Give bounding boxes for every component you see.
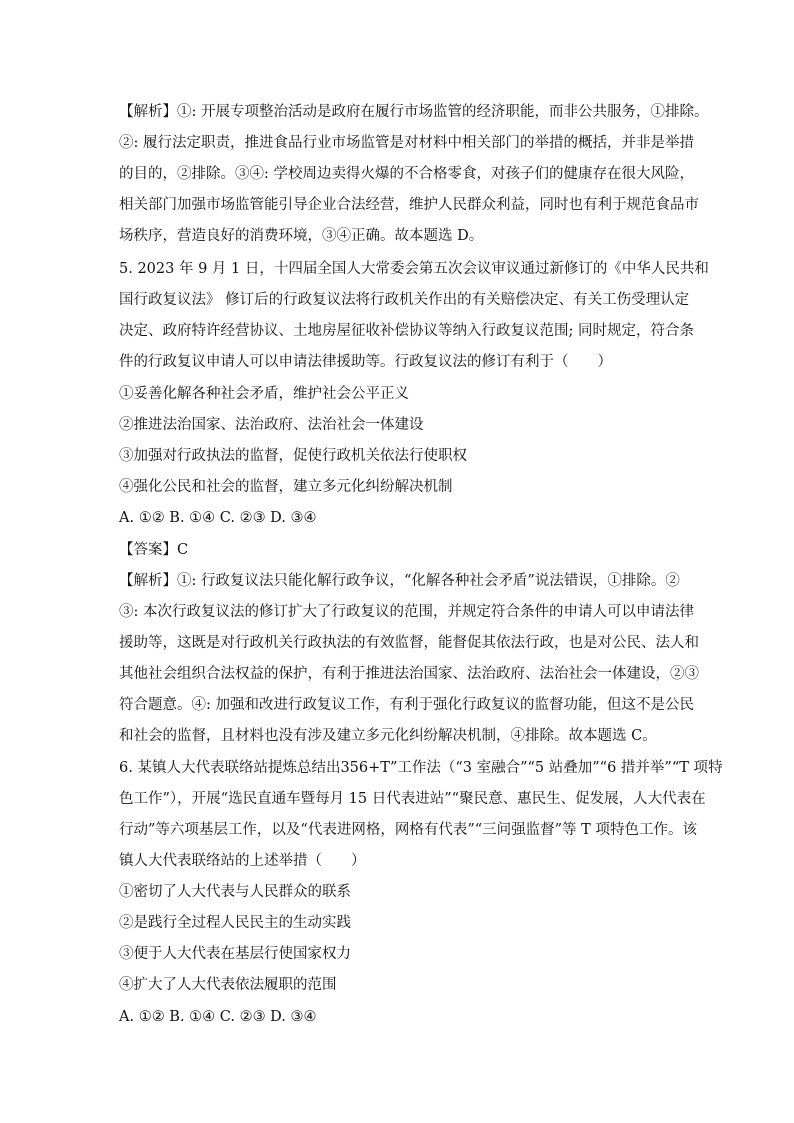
question-5-line-1: 5. 2023 年 9 月 1 日，十四届全国人大常委会第五次会议审议通过新修订的《中华人民共和 xyxy=(119,261,709,277)
analysis-q5-line-6: 和社会的监督，且材料也没有涉及建立多元化纠纷解决机制，④排除。故本题选 C。 xyxy=(119,728,657,744)
analysis-q5-line-4: 其他社会组织合法权益的保护，有利于推进法治国家、法治政府、法治社会一体建设，②③ xyxy=(119,666,699,682)
question-5-choices: A. ①② B. ①④ C. ②③ D. ③④ xyxy=(119,510,317,526)
analysis-q5-line-1: 【解析】①: 行政复议法只能化解行政争议，“化解各种社会矛盾”说法错误，①排除。② xyxy=(119,573,680,589)
question-5-line-2: 国行政复议法》 修订后的行政复议法将行政机关作出的有关赔偿决定、有关工伤受理认定 xyxy=(119,292,690,308)
answer-q5: 【答案】C xyxy=(119,542,189,558)
question-5-option-2: ②推进法治国家、法治政府、法治社会一体建设 xyxy=(119,417,424,433)
analysis-q4-line-2: ②: 履行法定职责，推进食品行业市场监管是对材料中相关部门的举措的概括，并非是举措 xyxy=(119,135,694,151)
question-6-option-4: ④扩大了人大代表依法履职的范围 xyxy=(119,977,337,993)
question-6-line-1: 6. 某镇人大代表联络站提炼总结出356+T”工作法（“3 室融合”“5 站叠加”“6 措并举”“T 项特 xyxy=(119,760,723,776)
question-6-option-1: ①密切了人大代表与人民群众的联系 xyxy=(119,884,351,900)
question-5-option-3: ③加强对行政执法的监督，促使行政机关依法行使职权 xyxy=(119,448,467,464)
question-6-line-3: 行动”等六项基层工作，以及“代表进网格，网格有代表”“三问强监督”等 T 项特色工作。该 xyxy=(119,822,697,838)
question-5-line-4: 件的行政复议申请人可以申请法律援助等。行政复议法的修订有利于（ ） xyxy=(119,354,612,370)
question-5-option-4: ④强化公民和社会的监督，建立多元化纠纷解决机制 xyxy=(119,479,453,495)
question-6-line-4: 镇人大代表联络站的上述举措（ ） xyxy=(119,853,366,869)
analysis-q4-line-1: 【解析】①: 开展专项整治活动是政府在履行市场监管的经济职能，而非公共服务，①排除。 xyxy=(119,104,709,120)
question-5-line-3: 决定、政府特许经营协议、土地房屋征收补偿协议等纳入行政复议范围; 同时规定，符合条 xyxy=(119,323,694,339)
analysis-q5-line-5: 符合题意。④: 加强和改进行政复议工作，有利于强化行政复议的监督功能，但这不是公民 xyxy=(119,697,694,713)
question-6-option-2: ②是践行全过程人民民主的生动实践 xyxy=(119,915,351,931)
question-5-option-1: ①妥善化解各种社会矛盾，维护社会公平正义 xyxy=(119,386,409,402)
analysis-q4-line-4: 相关部门加强市场监管能引导企业合法经营，维护人民群众利益，同时也有利于规范食品市 xyxy=(119,197,699,213)
analysis-q4-line-5: 场秩序，营造良好的消费环境，③④正确。故本题选 D。 xyxy=(119,228,484,244)
analysis-q5-line-2: ③: 本次行政复议法的修订扩大了行政复议的范围，并规定符合条件的申请人可以申请法律 xyxy=(119,604,694,620)
question-6-option-3: ③便于人大代表在基层行使国家权力 xyxy=(119,946,351,962)
question-6-line-2: 色工作”），开展“选民直通车暨每月 15 日代表进站”“聚民意、惠民生、促发展，人大代表在 xyxy=(119,791,706,807)
analysis-q4-line-3: 的目的，②排除。③④: 学校周边卖得火爆的不合格零食，对孩子们的健康存在很大风险， xyxy=(119,166,694,182)
question-6-choices: A. ①② B. ①④ C. ②③ D. ③④ xyxy=(119,1009,317,1025)
analysis-q5-line-3: 援助等，这既是对行政机关行政执法的有效监督，能督促其依法行政，也是对公民、法人和 xyxy=(119,635,699,651)
